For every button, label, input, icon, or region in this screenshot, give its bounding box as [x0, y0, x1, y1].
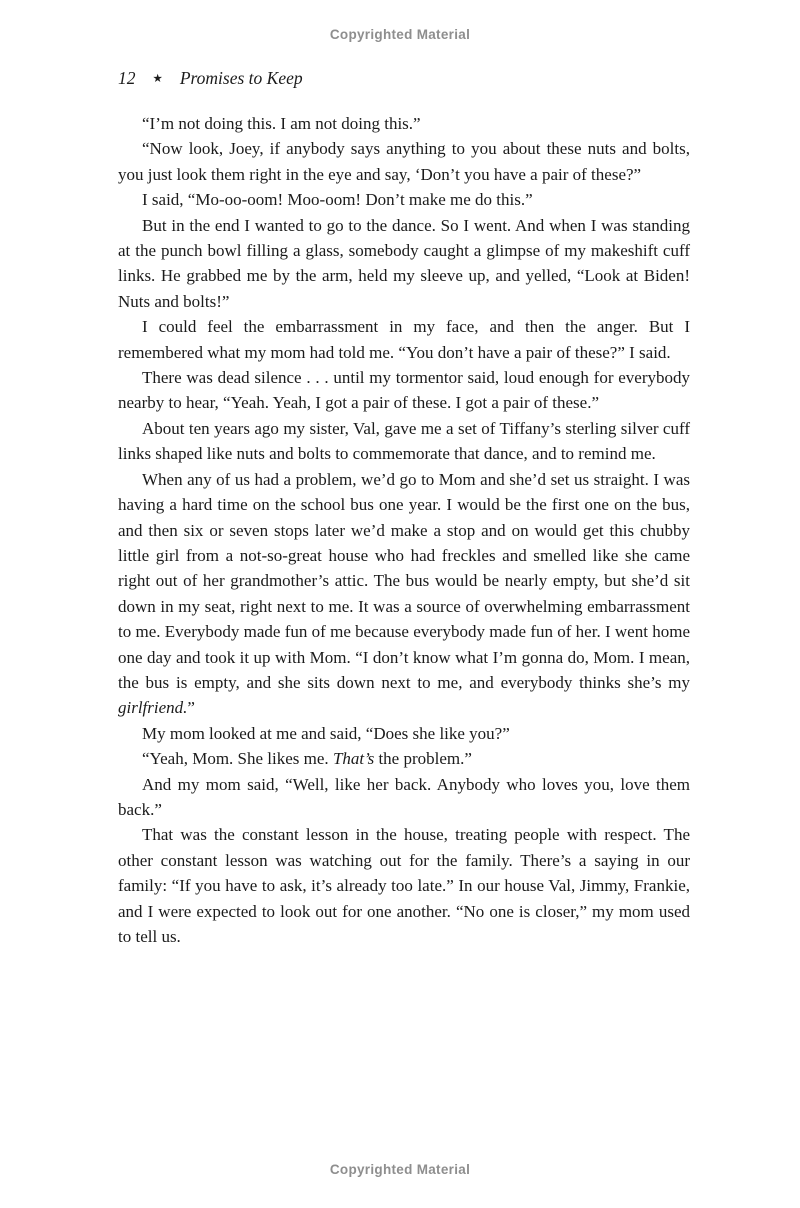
page-number: 12	[118, 68, 136, 88]
paragraph: But in the end I wanted to go to the dance. So I went. And when I was standing at the punch bowl filling a glass, somebody caught a glimpse of my makeshift cuff links. He grabbed me by the arm, held my sleeve up, and yelled, “Look at Biden! Nuts and bolts!”	[118, 215, 690, 311]
paragraph: That was the constant lesson in the house, treating people with respect. The other constant lesson was watching out for the family. There’s a saying in our family: “If you have to ask, it’s already too late.” In our house Val, Jimmy, Frankie, and I were expected to look out for one another. “No one is closer,” my mom used to tell us.	[118, 825, 690, 946]
paragraph: About ten years ago my sister, Val, gave me a set of Tiffany’s sterling silver cuff links shaped like nuts and bolts to commemorate that dance, and to remind me.	[118, 418, 690, 464]
paragraph: When any of us had a problem, we’d go to Mom and she’d set us straight. I was having a hard time on the school bus one year. I would be the first one on the bus, and then six or seven stops later we’d make a stop and on would get this chubby little girl from a not-so-great house who had freckles and smelled like she came right out of her grandmother’s attic. The bus would be nearly empty, but she’d sit down in my seat, right next to me. It was a source of overwhelming embarrassment to me. Everybody made fun of me because everybody made fun of her. I went home one day and took it up with Mom. “I don’t know what I’m gonna do, Mom. I mean, the bus is empty, and she sits down next to me, and everybody thinks she’s my girlfriend.”	[118, 469, 690, 718]
body-text	[118, 111, 690, 949]
running-header	[118, 68, 303, 89]
paragraph: “I’m not doing this. I am not doing this.”	[142, 114, 421, 133]
running-header-title: Promises to Keep	[179, 68, 303, 88]
paragraph: And my mom said, “Well, like her back. Anybody who loves you, love them back.”	[118, 774, 690, 819]
paragraph: “Now look, Joey, if anybody says anything to you about these nuts and bolts, you just look them right in the eye and say, ‘Don’t you have a pair of these?”	[118, 139, 690, 184]
paragraph: There was dead silence . . . until my tormentor said, loud enough for everybody nearby to hear, “Yeah. Yeah, I got a pair of these. I got a pair of these.”	[118, 368, 690, 413]
star-icon: ★	[152, 73, 163, 85]
paragraph: I said, “Mo-oo-oom! Moo-oom! Don’t make me do this.”	[142, 190, 533, 210]
paragraph: My mom looked at me and said, “Does she like you?”	[142, 723, 510, 743]
paragraph: “Yeah, Mom. She likes me. That’s the problem.”	[142, 749, 472, 769]
copyright-notice-bottom: Copyrighted Material	[329, 1162, 471, 1177]
copyright-notice-top: Copyrighted Material	[329, 27, 471, 42]
paragraph: I could feel the embarrassment in my face, and then the anger. But I remembered what my mom had told me. “You don’t have a pair of these?” I said.	[118, 317, 690, 362]
